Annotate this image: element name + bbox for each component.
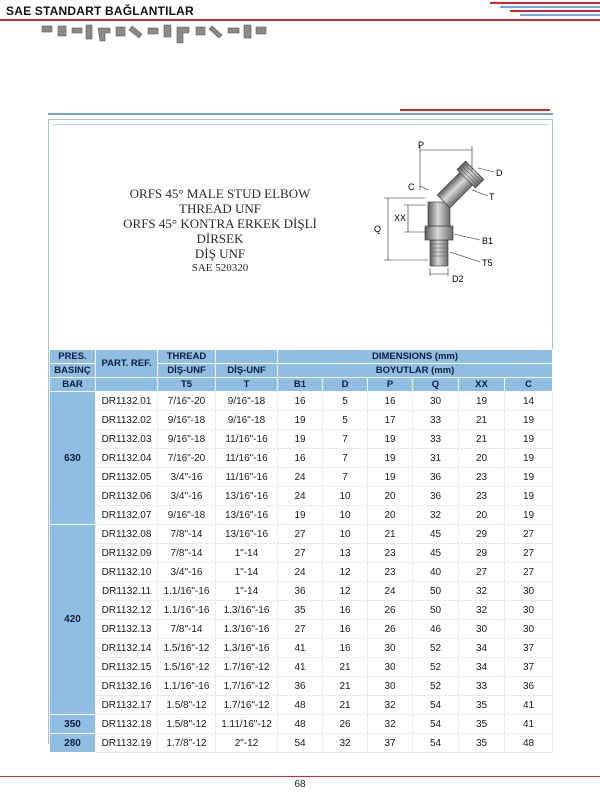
table-cell: 32 <box>459 582 505 601</box>
table-cell: 14 <box>505 392 553 411</box>
card-inner-rule <box>53 124 548 125</box>
footer-red-rule <box>0 776 600 777</box>
table-cell: 1.5/16"-12 <box>158 658 216 677</box>
table-cell: 1.5/8"-12 <box>158 696 216 715</box>
table-cell: 1"-14 <box>216 563 278 582</box>
table-cell: 20 <box>459 506 505 525</box>
table-cell: 1.11/16"-12 <box>216 715 278 734</box>
table-cell: 30 <box>505 601 553 620</box>
table-cell: 23 <box>459 468 505 487</box>
table-cell: 37 <box>505 639 553 658</box>
page-number: 68 <box>294 779 306 790</box>
table-cell: DR1132.13 <box>96 620 158 639</box>
table-cell: 9/16"-18 <box>158 430 216 449</box>
table-cell: 31 <box>413 449 459 468</box>
table-cell: 19 <box>459 392 505 411</box>
table-cell: 36 <box>413 468 459 487</box>
table-cell: 30 <box>505 582 553 601</box>
label-p: P <box>418 140 425 150</box>
table-cell: 21 <box>368 525 413 544</box>
table-row <box>50 392 553 411</box>
table-cell: DR1132.10 <box>96 563 158 582</box>
table-row <box>50 487 553 506</box>
table-cell: 5 <box>323 411 368 430</box>
table-cell: 34 <box>459 658 505 677</box>
table-cell: DR1132.06 <box>96 487 158 506</box>
table-cell: 19 <box>505 411 553 430</box>
table-cell: 26 <box>368 620 413 639</box>
table-cell: 24 <box>278 468 323 487</box>
table-cell: 23 <box>368 544 413 563</box>
table-cell: 27 <box>505 525 553 544</box>
table-cell: 19 <box>368 468 413 487</box>
th-t: T <box>216 378 278 392</box>
table-cell: 52 <box>413 658 459 677</box>
th-b1: B1 <box>278 378 323 392</box>
pressure-cell: 350 <box>50 715 96 734</box>
th-part-ref-blank <box>96 378 158 392</box>
table-cell: 11/16"-16 <box>216 430 278 449</box>
table-cell: 19 <box>505 430 553 449</box>
table-row <box>50 430 553 449</box>
table-cell: DR1132.11 <box>96 582 158 601</box>
section-blue-rule <box>48 113 553 115</box>
th-p: P <box>368 378 413 392</box>
table-cell: 1.1/16"-16 <box>158 677 216 696</box>
table-cell: 46 <box>413 620 459 639</box>
table-cell: 29 <box>459 544 505 563</box>
table-cell: 19 <box>505 487 553 506</box>
table-cell: DR1132.04 <box>96 449 158 468</box>
label-d2: D2 <box>452 274 464 284</box>
table-cell: 1.5/16"-12 <box>158 639 216 658</box>
table-cell: 1.3/16"-16 <box>216 639 278 658</box>
fittings-strip-icon <box>40 22 270 56</box>
table-cell: 32 <box>413 506 459 525</box>
th-c: C <box>505 378 553 392</box>
table-cell: 36 <box>505 677 553 696</box>
table-cell: 13 <box>323 544 368 563</box>
table-cell: 7 <box>323 468 368 487</box>
table-cell: 19 <box>368 430 413 449</box>
label-xx: XX <box>394 213 407 223</box>
th-thread: THREAD <box>158 350 216 364</box>
table-cell: 30 <box>459 620 505 639</box>
header-red-rule <box>0 19 600 21</box>
table-cell: 20 <box>368 487 413 506</box>
th-xx: XX <box>459 378 505 392</box>
table-cell: 3/4"-16 <box>158 563 216 582</box>
table-cell: 16 <box>368 392 413 411</box>
table-cell: 13/16"-16 <box>216 487 278 506</box>
table-cell: 7 <box>323 449 368 468</box>
table-cell: 21 <box>459 430 505 449</box>
section-red-rule <box>400 109 550 111</box>
table-cell: 41 <box>505 715 553 734</box>
table-cell: 21 <box>323 696 368 715</box>
table-cell: DR1132.02 <box>96 411 158 430</box>
table-cell: 11/16"-16 <box>216 449 278 468</box>
table-cell: 48 <box>278 696 323 715</box>
table-cell: 30 <box>368 658 413 677</box>
table-row <box>50 734 553 753</box>
table-cell: 32 <box>368 715 413 734</box>
table-cell: 16 <box>323 620 368 639</box>
table-cell: 32 <box>459 601 505 620</box>
table-cell: 11/16"-16 <box>216 468 278 487</box>
table-cell: 3/4"-16 <box>158 487 216 506</box>
table-cell: 19 <box>278 506 323 525</box>
table-cell: 19 <box>505 506 553 525</box>
pressure-cell: 630 <box>50 392 96 525</box>
th-dis-unf-2: DİŞ-UNF <box>216 364 278 378</box>
table-cell: 1.7/16"-12 <box>216 677 278 696</box>
table-cell: 1"-14 <box>216 544 278 563</box>
label-b1: B1 <box>482 236 494 246</box>
table-cell: 30 <box>505 620 553 639</box>
product-name-tr-1: ORFS 45° KONTRA ERKEK DİŞLİ DİRSEK <box>123 216 317 246</box>
pressure-cell: 280 <box>50 734 96 753</box>
table-cell: 10 <box>323 506 368 525</box>
label-t5: T5 <box>482 258 493 268</box>
th-dis-unf-1: DİŞ-UNF <box>158 364 216 378</box>
table-cell: DR1132.19 <box>96 734 158 753</box>
table-cell: 30 <box>368 639 413 658</box>
th-q: Q <box>413 378 459 392</box>
table-row <box>50 582 553 601</box>
table-cell: 1.7/16"-12 <box>216 696 278 715</box>
table-cell: 7/8"-14 <box>158 544 216 563</box>
th-basinc: BASINÇ <box>50 364 96 378</box>
table-cell: 9/16"-18 <box>216 392 278 411</box>
table-cell: DR1132.03 <box>96 430 158 449</box>
dimensions-table <box>49 349 553 753</box>
table-cell: 19 <box>505 468 553 487</box>
table-cell: 7/16"-20 <box>158 449 216 468</box>
label-t: T <box>489 192 495 202</box>
table-cell: 27 <box>278 620 323 639</box>
table-cell: 40 <box>413 563 459 582</box>
table-cell: DR1132.16 <box>96 677 158 696</box>
table-cell: 27 <box>459 563 505 582</box>
table-cell: 12 <box>323 582 368 601</box>
table-cell: 7/8"-14 <box>158 620 216 639</box>
product-name-en-2: THREAD UNF <box>179 201 261 216</box>
table-cell: DR1132.15 <box>96 658 158 677</box>
th-d: D <box>323 378 368 392</box>
table-row <box>50 411 553 430</box>
label-c: C <box>408 182 415 192</box>
table-cell: 17 <box>368 411 413 430</box>
table-cell: 26 <box>368 601 413 620</box>
table-cell: 16 <box>323 601 368 620</box>
table-cell: 36 <box>413 487 459 506</box>
table-row <box>50 468 553 487</box>
table-cell: 10 <box>323 525 368 544</box>
table-row <box>50 715 553 734</box>
table-cell: 32 <box>323 734 368 753</box>
table-cell: 35 <box>459 715 505 734</box>
dimensions-table-body <box>50 392 553 753</box>
th-pres: PRES. <box>50 350 96 364</box>
table-cell: 19 <box>278 411 323 430</box>
table-cell: DR1132.17 <box>96 696 158 715</box>
table-cell: 7/16"-20 <box>158 392 216 411</box>
table-cell: 1.3/16"-16 <box>216 620 278 639</box>
table-cell: 30 <box>368 677 413 696</box>
table-cell: 24 <box>278 487 323 506</box>
table-cell: 26 <box>323 715 368 734</box>
table-cell: DR1132.08 <box>96 525 158 544</box>
table-row <box>50 658 553 677</box>
table-cell: 16 <box>278 392 323 411</box>
table-cell: 24 <box>368 582 413 601</box>
table-cell: DR1132.09 <box>96 544 158 563</box>
table-cell: 9/16"-18 <box>158 411 216 430</box>
table-row <box>50 563 553 582</box>
table-cell: 21 <box>323 658 368 677</box>
table-cell: 2"-12 <box>216 734 278 753</box>
table-cell: 1.3/16"-16 <box>216 601 278 620</box>
table-cell: 35 <box>459 696 505 715</box>
table-cell: 52 <box>413 677 459 696</box>
table-cell: 27 <box>278 544 323 563</box>
th-t5: T5 <box>158 378 216 392</box>
table-cell: 13/16"-16 <box>216 506 278 525</box>
table-cell: DR1132.18 <box>96 715 158 734</box>
table-cell: 1.1/16"-16 <box>158 601 216 620</box>
table-cell: 9/16"-18 <box>216 411 278 430</box>
table-cell: 52 <box>413 639 459 658</box>
table-cell: 37 <box>368 734 413 753</box>
table-cell: 41 <box>278 658 323 677</box>
label-d: D <box>496 168 503 178</box>
table-cell: 23 <box>368 563 413 582</box>
table-cell: 1.7/16"-12 <box>216 658 278 677</box>
table-row <box>50 525 553 544</box>
table-cell: 24 <box>278 563 323 582</box>
table-cell: 48 <box>278 715 323 734</box>
table-cell: 33 <box>413 430 459 449</box>
product-standard: SAE 520320 <box>191 262 249 274</box>
th-bar: BAR <box>50 378 96 392</box>
th-boyutlar: BOYUTLAR (mm) <box>278 364 553 378</box>
table-cell: 27 <box>505 544 553 563</box>
table-cell: 33 <box>459 677 505 696</box>
table-cell: 45 <box>413 525 459 544</box>
th-part-ref: PART. REF. <box>96 350 158 378</box>
table-cell: 10 <box>323 487 368 506</box>
table-cell: 50 <box>413 601 459 620</box>
table-cell: 20 <box>459 449 505 468</box>
table-cell: 19 <box>505 449 553 468</box>
table-cell: 7/8"-14 <box>158 525 216 544</box>
table-row <box>50 696 553 715</box>
table-cell: DR1132.01 <box>96 392 158 411</box>
table-cell: 3/4"-16 <box>158 468 216 487</box>
table-cell: 27 <box>278 525 323 544</box>
pressure-cell: 420 <box>50 525 96 715</box>
table-cell: 54 <box>278 734 323 753</box>
table-cell: 9/16"-18 <box>158 506 216 525</box>
table-cell: 41 <box>278 639 323 658</box>
table-cell: 27 <box>505 563 553 582</box>
label-q: Q <box>374 224 382 234</box>
table-row <box>50 544 553 563</box>
table-cell: 54 <box>413 696 459 715</box>
table-cell: 45 <box>413 544 459 563</box>
table-cell: 48 <box>505 734 553 753</box>
table-row <box>50 620 553 639</box>
table-row <box>50 449 553 468</box>
table-cell: 32 <box>368 696 413 715</box>
table-cell: 50 <box>413 582 459 601</box>
table-row <box>50 601 553 620</box>
table-cell: 30 <box>413 392 459 411</box>
table-cell: 54 <box>413 715 459 734</box>
table-cell: 23 <box>459 487 505 506</box>
table-cell: 19 <box>368 449 413 468</box>
table-cell: 20 <box>368 506 413 525</box>
table-cell: 21 <box>323 677 368 696</box>
table-row <box>50 506 553 525</box>
table-cell: 36 <box>278 677 323 696</box>
table-cell: 1.5/8"-12 <box>158 715 216 734</box>
table-cell: 36 <box>278 582 323 601</box>
th-dimensions: DIMENSIONS (mm) <box>278 350 553 364</box>
product-name-en-1: ORFS 45° MALE STUD ELBOW <box>129 186 311 201</box>
table-cell: 12 <box>323 563 368 582</box>
table-cell: 33 <box>413 411 459 430</box>
th-blank <box>216 350 278 364</box>
table-cell: 1"-14 <box>216 582 278 601</box>
fitting-technical-drawing <box>370 140 520 285</box>
table-cell: DR1132.07 <box>96 506 158 525</box>
table-cell: 19 <box>278 430 323 449</box>
product-title-block <box>100 186 340 275</box>
table-cell: 1.1/16"-16 <box>158 582 216 601</box>
header-stripes-decoration <box>490 0 600 18</box>
table-cell: DR1132.12 <box>96 601 158 620</box>
table-row <box>50 639 553 658</box>
table-cell: 35 <box>459 734 505 753</box>
table-row <box>50 677 553 696</box>
table-cell: 16 <box>278 449 323 468</box>
table-cell: DR1132.14 <box>96 639 158 658</box>
table-cell: 21 <box>459 411 505 430</box>
table-cell: DR1132.05 <box>96 468 158 487</box>
table-cell: 1.7/8"-12 <box>158 734 216 753</box>
product-name-tr-2: DİŞ UNF <box>194 246 246 261</box>
table-cell: 16 <box>323 639 368 658</box>
table-cell: 5 <box>323 392 368 411</box>
table-cell: 7 <box>323 430 368 449</box>
table-cell: 34 <box>459 639 505 658</box>
page-header-title: SAE STANDART BAĞLANTILAR <box>6 4 194 18</box>
table-cell: 13/16"-16 <box>216 525 278 544</box>
table-cell: 29 <box>459 525 505 544</box>
table-cell: 37 <box>505 658 553 677</box>
table-cell: 41 <box>505 696 553 715</box>
table-cell: 35 <box>278 601 323 620</box>
table-cell: 54 <box>413 734 459 753</box>
